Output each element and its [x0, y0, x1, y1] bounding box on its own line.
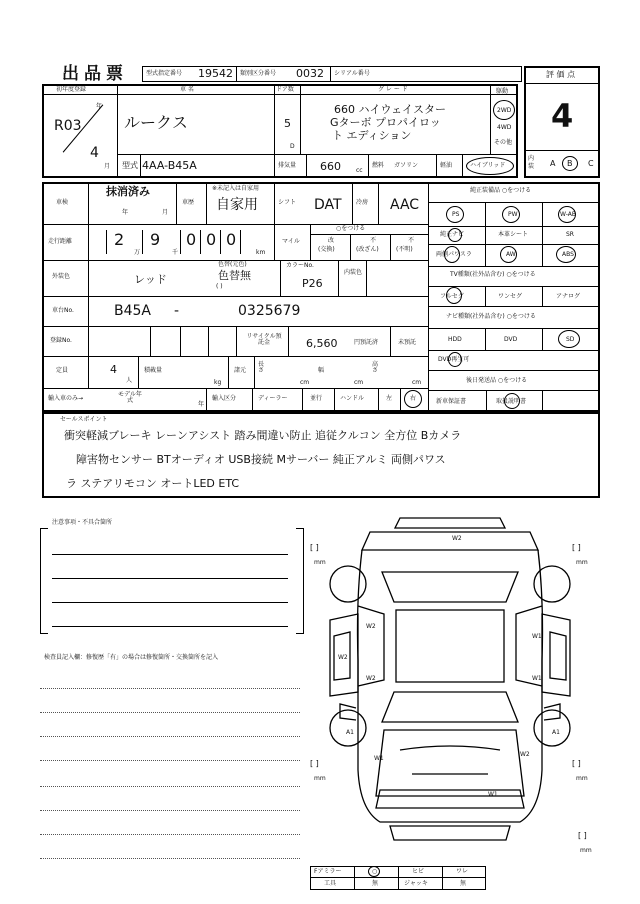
doors-value: 5 [284, 117, 291, 130]
bracket-bottom: [ ] [578, 831, 587, 840]
recycle-unit: 円預託済 [354, 339, 379, 346]
dims-height: 高さ [372, 361, 379, 374]
vehicle-check-label: 車検 [56, 199, 69, 206]
inspector-note: 検査員記入欄：修復歴「有」の場合は修復箇所・交換箇所を記入 [44, 654, 219, 661]
afterparts-manual: 取扱説明書 [496, 398, 527, 405]
import-right: 右 [410, 395, 417, 402]
displacement-value: 660 [320, 160, 341, 173]
equip-nav-circle [448, 228, 462, 242]
capacity-value: 4 [110, 363, 117, 376]
notes-bracket-left [40, 528, 48, 634]
model-value: 4AA-B45A [142, 159, 197, 172]
jack-label: ジャッキ [404, 880, 428, 887]
fuel-diesel: 軽油 [440, 162, 453, 169]
diagram-label-front-right: W2 [520, 751, 530, 758]
mirror-circle [368, 866, 380, 877]
mirror-label: Fアミラー [314, 868, 342, 875]
grade-line2: Gターボ プロパイロッ [330, 116, 441, 129]
diagram-label-right-wheel: A1 [552, 729, 560, 736]
interior-a: A [550, 159, 556, 168]
fuel-gasoline: ガソリン [394, 162, 419, 169]
diagram-label-left-lower: W2 [366, 675, 376, 682]
equip-dual: W-AB [560, 211, 576, 218]
import-parallel: 並行 [310, 395, 323, 402]
navtype-hdd: HDD [448, 336, 462, 343]
afterparts-warranty: 新車保証書 [436, 398, 467, 405]
interior-color-label: 内装色 [344, 269, 363, 276]
load-unit: kg [214, 379, 222, 386]
color-change-value: 色替無 [218, 269, 251, 282]
color-change-label: 色替(元色) [218, 261, 247, 268]
reg-year: R03 [54, 118, 82, 134]
import-left: 左 [386, 395, 393, 402]
equip-abs-circle [556, 246, 576, 263]
mileage-digit-2: 9 [150, 230, 161, 249]
fuel-hybrid: ハイブリッド [470, 162, 506, 169]
import-label: 輸入車のみ→ [48, 395, 84, 402]
navtype-dvd-play: DVD再生可 [438, 356, 470, 363]
tv-one: ワンセグ [498, 293, 523, 300]
color-value: レッド [134, 273, 167, 286]
interior-c: C [588, 159, 594, 168]
import-category: 輸入区分 [212, 395, 237, 402]
tv-analog: アナログ [556, 293, 581, 300]
car-name-label: 車 名 [180, 86, 194, 93]
form-title: 出品票 [62, 64, 128, 84]
recycle-no: 未預託 [398, 339, 417, 346]
mileage-opt1b: (交換) [318, 246, 335, 253]
mirror-value: ○ [372, 868, 378, 875]
equip-title: 純正装備品 ○をつける [470, 187, 532, 194]
afterparts-manual-circle [504, 393, 520, 409]
equip-sr: SR [566, 231, 574, 238]
sales-line2: 障害物センサー BTオーディオ USB接続 Mサーバー 純正アルミ 両側パワス [76, 453, 446, 466]
interior-label: 内 [528, 155, 535, 162]
import-handle: ハンドル [340, 395, 365, 402]
drive-label: 駆動 [496, 88, 509, 95]
vehicle-check-year: 年 [122, 209, 129, 216]
type-number-value: 19542 [198, 67, 233, 80]
dims-label: 諸元 [234, 367, 247, 374]
serial-number-label: シリアル番号 [334, 70, 370, 77]
shift-value: DAT [314, 197, 342, 213]
navtype-title: ナビ種類(社外品含む) ○をつける [446, 313, 536, 320]
equip-dual-circle [558, 206, 576, 223]
color-no-value: P26 [302, 277, 323, 290]
reg-month-unit: 月 [104, 163, 111, 170]
equip-slide: 両側パワスラ [436, 251, 472, 258]
shift-label: シフト [278, 199, 297, 206]
mileage-mile: マイル [282, 238, 300, 245]
import-dealer: ディーラー [258, 395, 288, 402]
regno-label: 登録No. [50, 337, 72, 344]
mileage-mark-note: ○をつける [336, 225, 366, 232]
mileage-unit-km: km [256, 249, 266, 256]
recycle-value: 6,560 [306, 337, 338, 350]
mileage-opt1a: 改 [328, 237, 335, 244]
equip-abs: ABS [562, 251, 574, 258]
history-note: ※未記入は自家用 [212, 185, 260, 192]
mileage-opt2a: 不 [370, 237, 377, 244]
navtype-sd-circle [558, 330, 580, 348]
car-damage-diagram [300, 510, 600, 860]
jack-value: 無 [460, 880, 467, 887]
car-name-value: ルークス [124, 113, 188, 132]
mm-br: mm [576, 775, 588, 782]
navtype-sd: SD [566, 336, 575, 343]
capacity-unit: 人 [126, 377, 133, 384]
color-no-label: カラーNo. [286, 262, 314, 269]
import-model-year: モデル年式 [118, 391, 142, 404]
equip-aw: AW [506, 251, 516, 258]
diagram-label-right-lower: W1 [532, 675, 542, 682]
import-right-circle [404, 390, 422, 408]
equip-pw-circle [502, 206, 520, 223]
reg-label: 初年度登録 [56, 86, 87, 93]
dims-h-unit: cm [412, 379, 422, 386]
mileage-opt2b: (改ざん) [356, 246, 379, 253]
mileage-unit-man: 万 [134, 249, 141, 256]
mileage-opt3a: 不 [408, 237, 415, 244]
bracket-bl: [ ] [310, 759, 319, 768]
chassis-label: 車台No. [52, 307, 74, 314]
load-label: 積載量 [144, 367, 163, 374]
bracket-tr: [ ] [572, 543, 581, 552]
drive-2wd-circle [493, 100, 515, 120]
afterparts-title: 後日発送品 ○をつける [466, 377, 528, 384]
diagram-label-left-door: W2 [338, 654, 348, 661]
equip-nav: 純正ナビ [440, 231, 465, 238]
drive-2wd: 2WD [497, 107, 512, 114]
color-label: 外装色 [52, 273, 71, 280]
score-value: 4 [551, 97, 574, 135]
mileage-label: 走行距離 [48, 238, 73, 245]
capacity-label: 定員 [56, 367, 69, 374]
diagram-label-rear: W2 [452, 535, 462, 542]
displacement-label: 排気量 [278, 162, 297, 169]
score-label: 評 価 点 [546, 70, 576, 79]
mm-bottom: mm [580, 847, 592, 854]
equip-aw-circle [500, 246, 517, 263]
ac-value: AAC [390, 197, 420, 213]
reg-year-unit: 年 [96, 103, 103, 110]
dims-length: 長さ [258, 361, 265, 374]
bracket-br: [ ] [572, 759, 581, 768]
mileage-digit-3: 0 [186, 230, 197, 249]
class-number-label: 類別区分番号 [240, 70, 277, 77]
class-number-value: 0032 [296, 67, 324, 80]
mileage-opt3b: (不明) [396, 246, 413, 253]
interior-b: B [567, 159, 573, 168]
sales-line1: 衝突軽減ブレーキ レーンアシスト 踏み間違い防止 追従クルコン 全方位 Bカメラ [64, 429, 462, 442]
history-label: 車歴 [182, 199, 195, 206]
equip-leather: 本革シート [498, 231, 529, 238]
diagram-label-right-upper: W1 [532, 633, 542, 640]
dims-l-unit: cm [300, 379, 310, 386]
doors-unit: D [290, 143, 295, 150]
mileage-digit-5: 0 [226, 230, 237, 249]
history-value: 自家用 [216, 197, 258, 213]
navtype-dvd-play-circle [448, 352, 462, 367]
recycle-label: リサイクル預託金 [246, 333, 282, 346]
crack-label: ヒビ [412, 868, 425, 875]
chassis-number: 0325679 [238, 303, 301, 319]
dims-w-unit: cm [354, 379, 364, 386]
vehicle-check-status: 抹消済み [106, 185, 150, 198]
drive-other: その他 [494, 139, 513, 146]
grade-line1: 660 ハイウェイスター [334, 103, 446, 116]
sales-line3: ラ ステアリモコン オートLED ETC [66, 477, 240, 490]
diagram-label-front: W1 [488, 791, 498, 798]
warp-label: ワレ [456, 868, 469, 875]
notes-title: 注意事項・不具合箇所 [52, 519, 113, 526]
grade-line3: ト エディション [332, 129, 412, 142]
equip-ps: PS [452, 211, 460, 218]
fuel-hybrid-circle [466, 157, 514, 175]
mileage-digit-4: 0 [206, 230, 217, 249]
dims-width: 幅 [318, 367, 325, 374]
diagram-label-left-wheel: A1 [346, 729, 354, 736]
bracket-tl: [ ] [310, 543, 319, 552]
type-number-label: 型式指定番号 [146, 70, 183, 77]
mm-tr: mm [576, 559, 588, 566]
drive-4wd: 4WD [497, 124, 512, 131]
ac-label: 冷房 [356, 199, 369, 206]
import-year: 年 [198, 401, 205, 408]
mm-tl: mm [314, 559, 326, 566]
fuel-label: 燃料 [372, 162, 385, 169]
sales-label: セールスポイント [60, 416, 108, 423]
displacement-unit: cc [356, 167, 363, 174]
mileage-unit-sen: 千 [172, 249, 179, 256]
equip-pw: PW [508, 211, 518, 218]
tools-label: 工具 [324, 880, 337, 887]
chassis-prefix: B45A [114, 303, 151, 319]
diagram-label-front-left: W1 [374, 755, 384, 762]
equip-ps-circle [446, 206, 464, 223]
grade-label: グ レ ー ド [378, 86, 408, 93]
interior-label2: 装 [528, 163, 535, 170]
navtype-dvd: DVD [504, 336, 518, 343]
mileage-digit-1: 2 [114, 230, 125, 249]
interior-b-circle [562, 156, 578, 171]
reg-month: 4 [90, 145, 99, 161]
tools-value: 無 [372, 880, 379, 887]
model-label: 型式 [122, 161, 138, 170]
tv-full-circle [446, 287, 462, 304]
color-change-paren: ( ) [216, 283, 223, 290]
chassis-dash: - [174, 303, 180, 319]
tv-title: TV種類(社外品含む) ○をつける [450, 271, 536, 278]
vehicle-check-month: 月 [162, 209, 169, 216]
mm-bl: mm [314, 775, 326, 782]
doors-label: ドア数 [276, 86, 294, 93]
diagram-label-left-upper: W2 [366, 623, 376, 630]
equip-slide-circle [444, 246, 460, 263]
tv-full: フルセグ [440, 293, 464, 300]
